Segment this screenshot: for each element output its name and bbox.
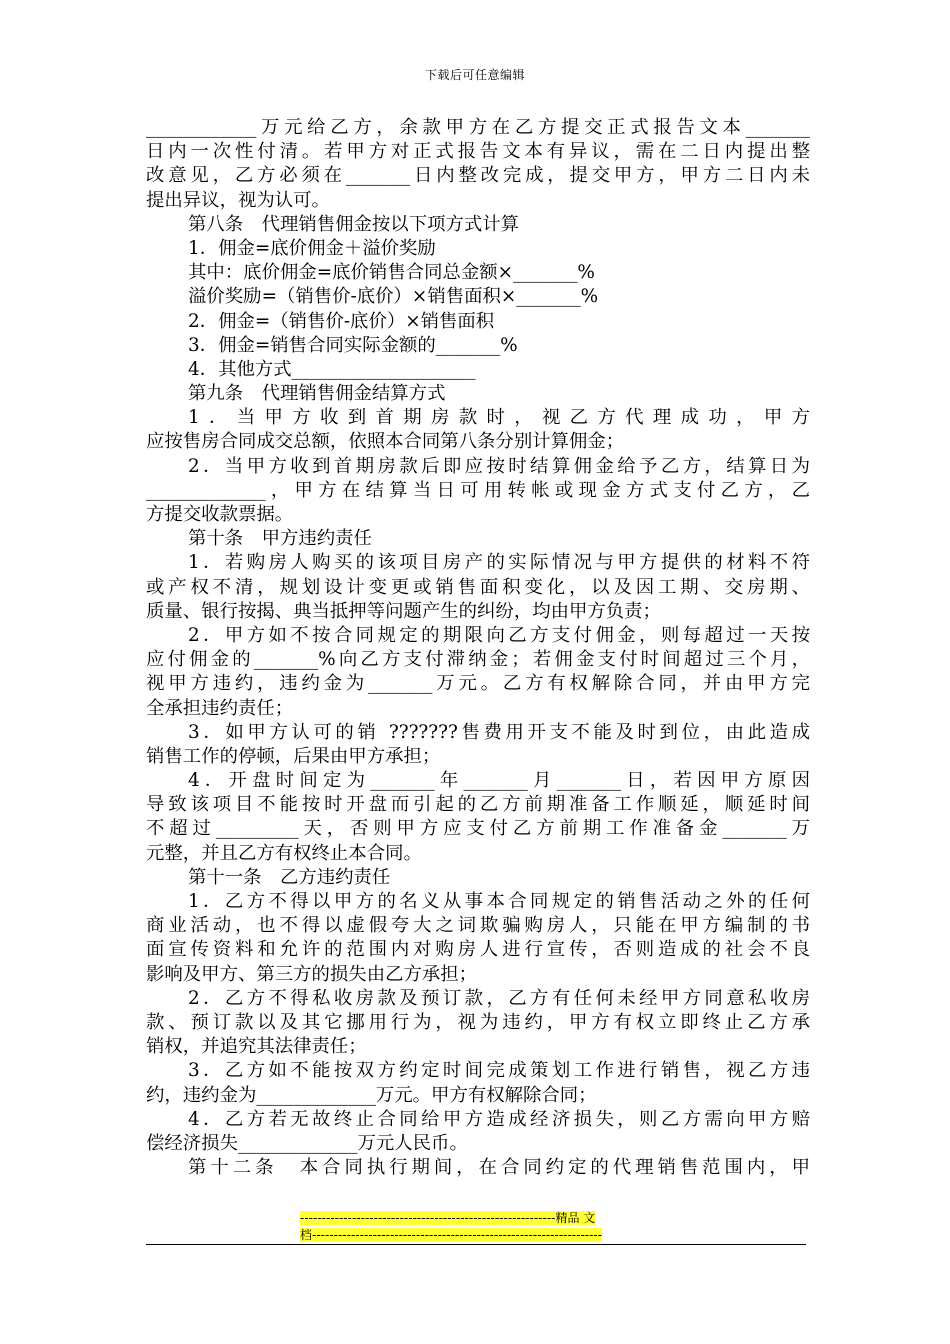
text-line: 销售工作的停顿，后果由甲方承担； — [146, 745, 441, 767]
text-line: 不超过_________天，否则甲方应支付乙方前期工作准备金_______万 — [146, 818, 810, 840]
text-line: 日内一次性付清。若甲方对正式报告文本有异议，需在二日内提出整 — [146, 141, 810, 163]
text-line: 全承担违约责任； — [146, 697, 294, 719]
text-line: 2．佣金=（销售价-底价）×销售面积 — [188, 310, 495, 332]
text-line: 应按售房合同成交总额，依照本合同第八条分别计算佣金； — [146, 431, 625, 453]
text-line: 2．当甲方收到首期房款后即应按时结算佣金给予乙方，结算日为 — [188, 455, 810, 477]
section-heading: 第十二条 本合同执行期间，在合同约定的代理销售范围内，甲 — [188, 1157, 810, 1179]
text-line: 导致该项目不能按时开盘而引起的乙方前期准备工作顺延，顺延时间 — [146, 794, 810, 816]
text-line: 方提交收款票据。 — [146, 504, 294, 525]
text-line: _____________，甲方在结算当日可用转帐或现金方式支付乙方，乙 — [146, 479, 810, 501]
text-line: 面宣传资料和允许的范围内对购房人进行宣传，否则造成的社会不良 — [146, 939, 810, 961]
footer-note-line: 档------------------------------------------------------------------- — [300, 1228, 603, 1242]
text-line: 视甲方违约，违约金为_______万元。乙方有权解除合同，并由甲方完 — [146, 673, 810, 695]
text-line: 3．如甲方认可的销 ???????售费用开支不能及时到位，由此造成 — [188, 721, 810, 743]
section-heading: 第八条 代理销售佣金按以下项方式计算 — [188, 213, 520, 235]
text-line: 1．若购房人购买的该项目房产的实际情况与甲方提供的材料不符 — [188, 552, 810, 574]
text-line: 溢价奖励=（销售价-底价）×销售面积×_______% — [188, 286, 599, 308]
section-heading: 第十条 甲方违约责任 — [188, 528, 372, 550]
text-line: 4．乙方若无故终止合同给甲方造成经济损失，则乙方需向甲方赔 — [188, 1108, 810, 1130]
text-line: 应付佣金的_______%向乙方支付滞纳金；若佣金支付时间超过三个月， — [146, 649, 810, 671]
text-line: 2．乙方不得私收房款及预订款，乙方有任何未经甲方同意私收房 — [188, 987, 810, 1009]
text-line: 或产权不清，规划设计变更或销售面积变化，以及因工期、交房期、 — [146, 576, 810, 598]
text-line: ____________万元给乙方，余款甲方在乙方提交正式报告文本_______ — [146, 117, 810, 138]
text-line: 4．其他方式____________________ — [188, 358, 476, 380]
text-line: 影响及甲方、第三方的损失由乙方承担； — [146, 963, 478, 985]
page-header-note: 下载后可任意编辑 — [424, 68, 525, 82]
text-line: 销权，并追究其法律责任； — [146, 1036, 367, 1058]
text-line: 其中：底价佣金=底价销售合同总金额×_______% — [188, 262, 595, 284]
contract-body — [146, 116, 810, 1180]
footer-divider — [146, 1244, 806, 1245]
text-line: 1．佣金=底价佣金＋溢价奖励 — [188, 237, 436, 259]
text-line: 偿经济损失_____________万元人民币。 — [146, 1132, 468, 1154]
text-line: 商业活动，也不得以虚假夸大之词欺骗购房人，只能在甲方编制的书 — [146, 915, 810, 937]
text-line: 3．佣金=销售合同实际金额的_______% — [188, 334, 518, 356]
text-line: 2．甲方如不按合同规定的期限向乙方支付佣金，则每超过一天按 — [188, 624, 810, 646]
text-line: 款、预订款以及其它挪用行为，视为违约，甲方有权立即终止乙方承 — [146, 1011, 810, 1033]
text-line: 1．乙方不得以甲方的名义从事本合同规定的销售活动之外的任何 — [188, 891, 810, 912]
text-line: 约，违约金为_____________万元。甲方有权解除合同； — [146, 1084, 597, 1106]
text-line: 质量、银行按揭、典当抵押等问题产生的纠纷，均由甲方负责； — [146, 600, 661, 622]
text-line: 1．当甲方收到首期房款时，视乙方代理成功，甲方 — [188, 407, 810, 429]
text-line: 提出异议，视为认可。 — [146, 189, 330, 211]
footer-note — [300, 1210, 660, 1244]
section-heading: 第十一条 乙方违约责任 — [188, 866, 391, 888]
text-line: 4．开盘时间定为_______年_______月_______日，若因甲方原因 — [188, 770, 810, 792]
text-line: 元整，并且乙方有权终止本合同。 — [146, 842, 422, 864]
text-line: 改意见，乙方必须在_______日内整改完成，提交甲方，甲方二日内未 — [146, 165, 810, 187]
section-heading: 第九条 代理销售佣金结算方式 — [188, 383, 446, 405]
text-line: 3．乙方如不能按双方约定时间完成策划工作进行销售，视乙方违 — [188, 1060, 810, 1082]
footer-note-line: -----------------------------------------------------------精品 文 — [300, 1211, 596, 1225]
